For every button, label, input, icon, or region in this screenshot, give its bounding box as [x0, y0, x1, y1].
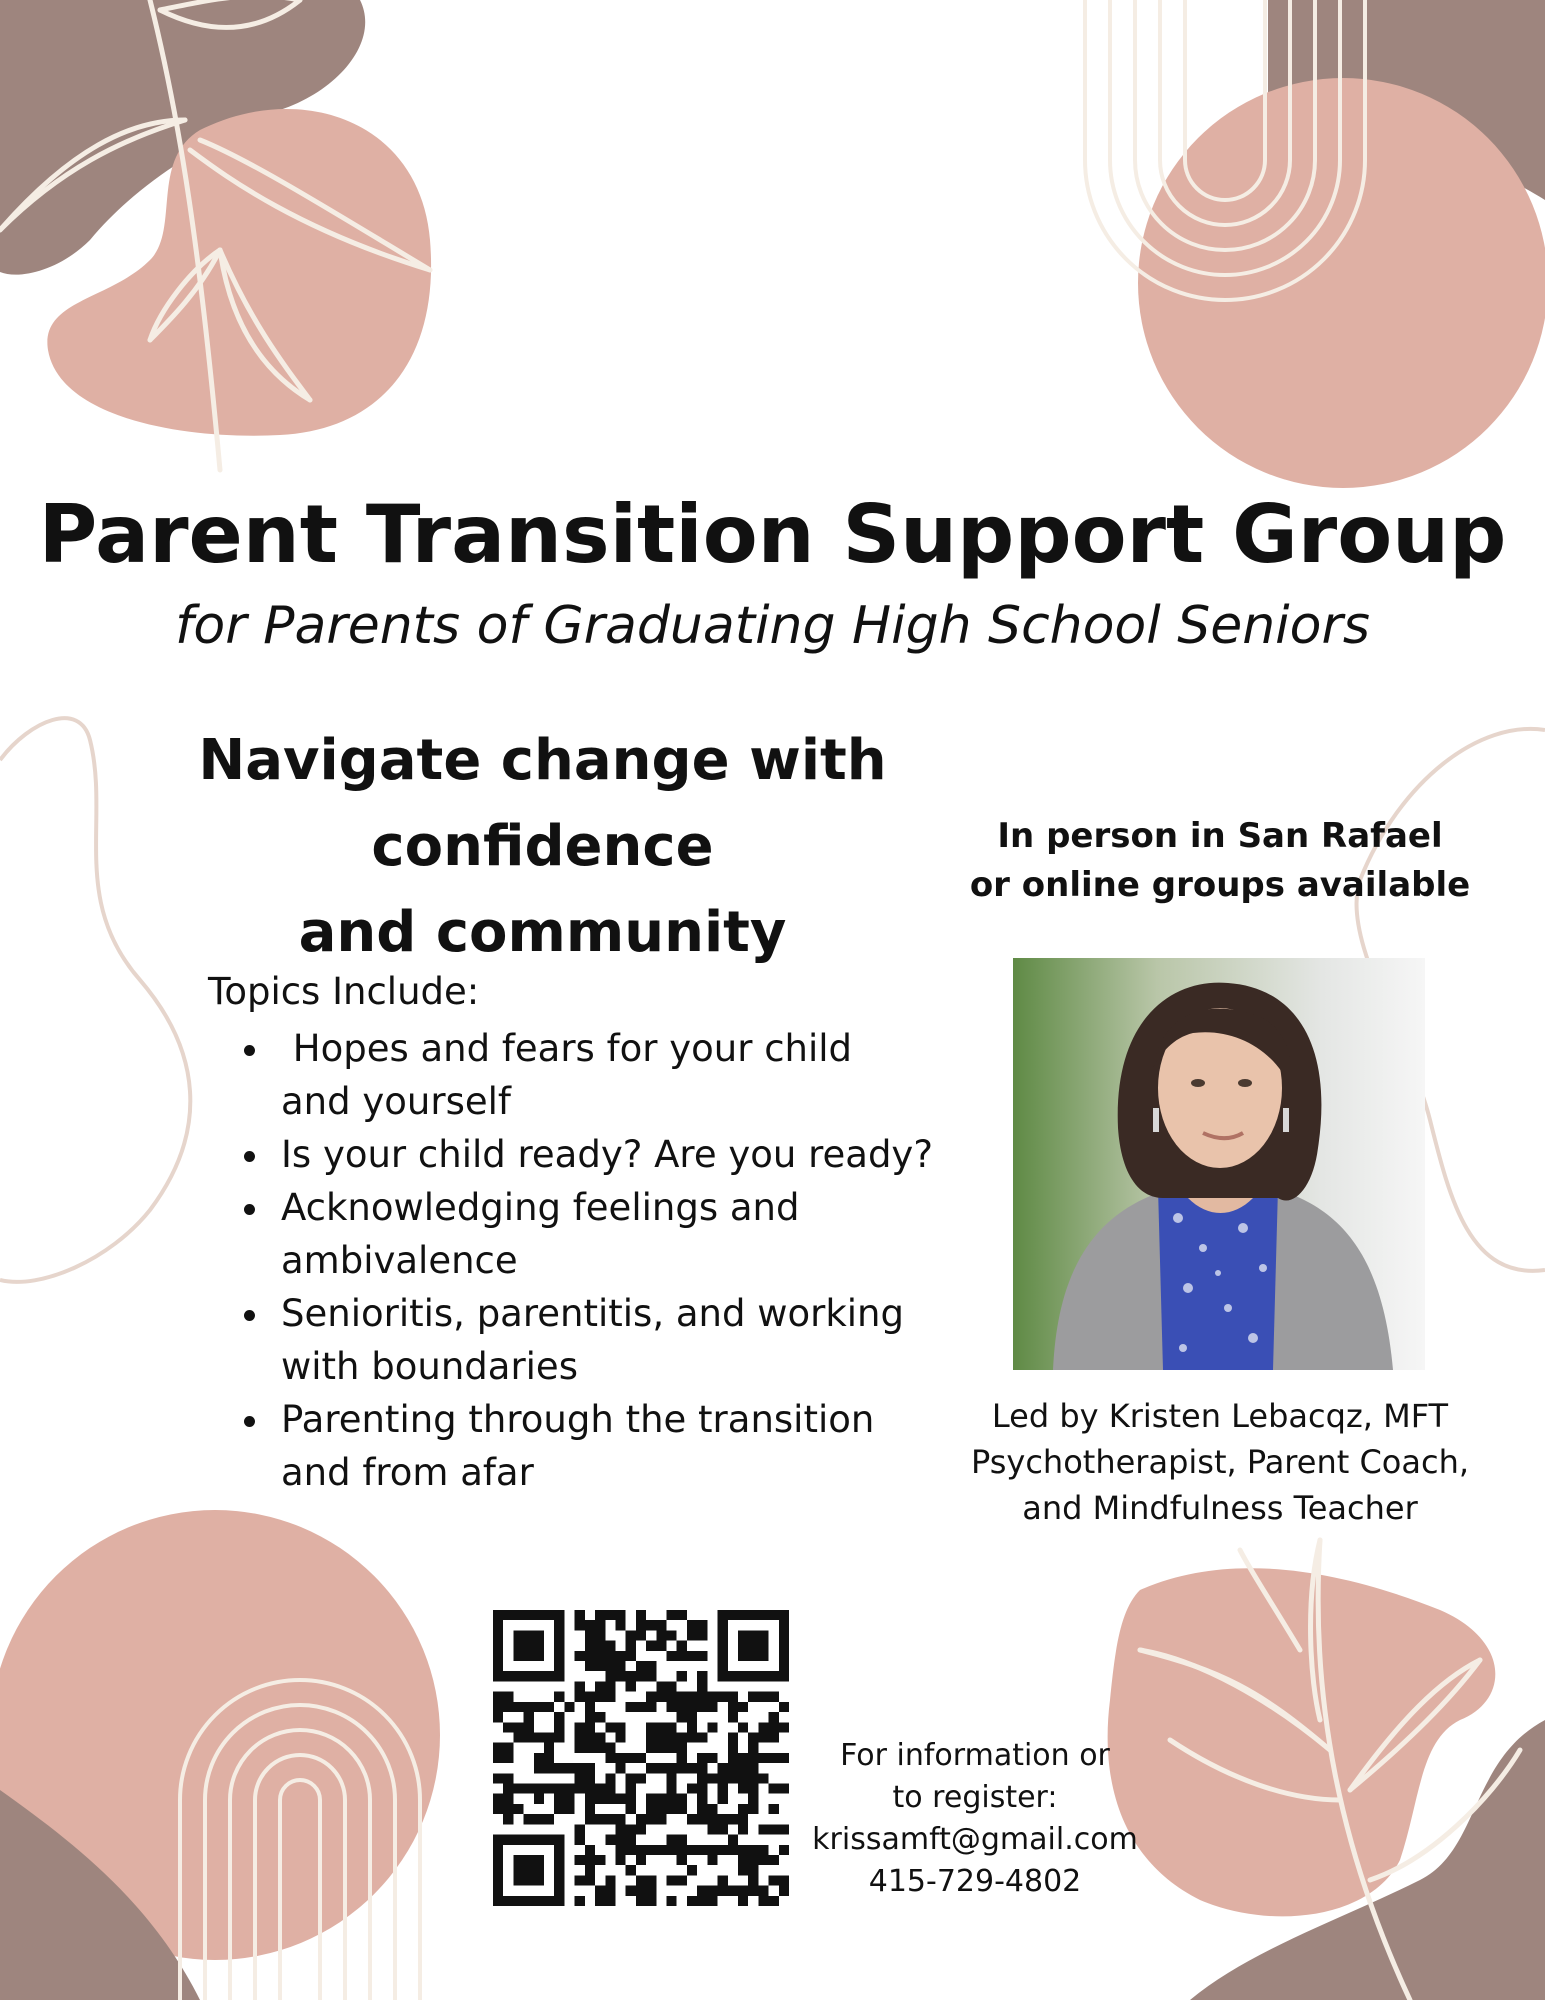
headline-line: Navigate change with [198, 728, 887, 793]
headline-line: and community [298, 900, 787, 965]
leader-line: and Mindfulness Teacher [1022, 1489, 1418, 1527]
leader-credit [920, 1393, 1520, 1531]
format-line: In person in San Rafael [997, 816, 1443, 856]
list-item: • Is your child ready? Are you ready? [273, 1128, 933, 1181]
contact-email[interactable]: krissamft@gmail.com [812, 1822, 1138, 1857]
contact-phone[interactable]: 415-729-4802 [868, 1864, 1082, 1899]
format-line: or online groups available [969, 865, 1471, 905]
headline [175, 718, 910, 976]
headline-line: confidence [371, 814, 714, 879]
contact-info [800, 1735, 1150, 1903]
list-item: • Parenting through the transition and from afar [273, 1393, 933, 1499]
topics-list [228, 1022, 933, 1499]
leader-line: Psychotherapist, Parent Coach, [970, 1443, 1470, 1481]
left-outline-loop [0, 718, 190, 1282]
contact-line: to register: [892, 1780, 1058, 1815]
qr-code-icon[interactable] [493, 1610, 789, 1906]
contact-line: For information or [840, 1738, 1110, 1773]
leader-line: Led by Kristen Lebacqz, MFT [991, 1397, 1449, 1435]
topics-label: Topics Include: [208, 970, 480, 1013]
page-subtitle: for Parents of Graduating High School Seniors [175, 596, 1370, 656]
format-info [940, 812, 1500, 910]
leader-photo [1013, 958, 1425, 1370]
page-title: Parent Transition Support Group [38, 488, 1507, 581]
list-item: • Senioritis, parentitis, and working with boundaries [273, 1287, 933, 1393]
bottom-right-blush-blob [1108, 1568, 1496, 1916]
list-item: • Hopes and fears for your child and yourself [273, 1022, 933, 1128]
list-item: • Acknowledging feelings and ambivalence [273, 1181, 933, 1287]
